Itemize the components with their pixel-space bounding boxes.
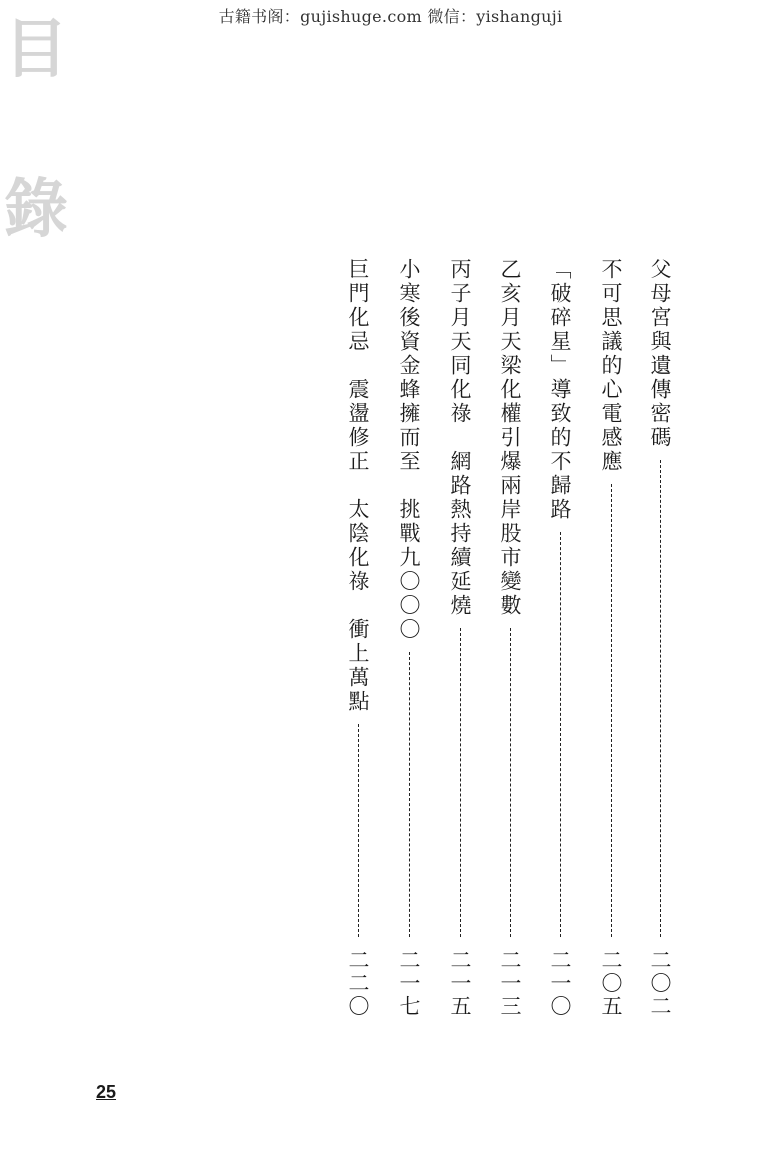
heading-char-lu: 錄 xyxy=(4,173,68,247)
toc-entry-title: 丙子月天同化祿 網路熱持續延燒 xyxy=(448,258,472,618)
toc-entry xyxy=(496,258,524,1018)
toc-entry-title: 巨門化忌 震盪修正 太陰化祿 衝上萬點 xyxy=(346,258,370,714)
toc-entry-title: 父母宮與遺傳密碼 xyxy=(648,258,672,450)
toc-entry-page: 二〇二 xyxy=(648,949,672,1018)
dotted-leader xyxy=(611,484,612,937)
toc-entry xyxy=(646,258,674,1018)
heading-char-mu: 目 xyxy=(4,13,68,87)
toc-entry xyxy=(446,258,474,1018)
toc-entry-page: 二一〇 xyxy=(548,949,572,1018)
dotted-leader xyxy=(358,724,359,937)
toc-entry xyxy=(546,258,574,1018)
toc-entry-title: 不可思議的心電感應 xyxy=(599,258,623,474)
toc-entry xyxy=(597,258,625,1018)
toc-entry-title: 乙亥月天梁化權引爆兩岸股市變數 xyxy=(498,258,522,618)
dotted-leader xyxy=(510,628,511,937)
toc-entry-page: 二一三 xyxy=(498,949,522,1018)
dotted-leader xyxy=(460,628,461,937)
toc-entry-page: 二一七 xyxy=(397,949,421,1018)
dotted-leader xyxy=(409,652,410,937)
dotted-leader xyxy=(560,532,561,937)
toc-entry-title: 「破碎星」導致的不歸路 xyxy=(548,258,572,522)
page-number: 25 xyxy=(96,1082,117,1102)
toc-entry-page: 二〇五 xyxy=(599,949,623,1018)
watermark-text: 古籍书阁：gujishuge.com 微信：yishanguji xyxy=(218,7,563,26)
toc-entry-page: 二一五 xyxy=(448,949,472,1018)
toc-entry-title: 小寒後資金蜂擁而至 挑戰九〇〇〇 xyxy=(397,258,421,642)
dotted-leader xyxy=(660,460,661,937)
toc-entry xyxy=(395,258,423,1018)
toc-entry xyxy=(344,258,372,1018)
toc-entry-page: 二二〇 xyxy=(346,949,370,1018)
